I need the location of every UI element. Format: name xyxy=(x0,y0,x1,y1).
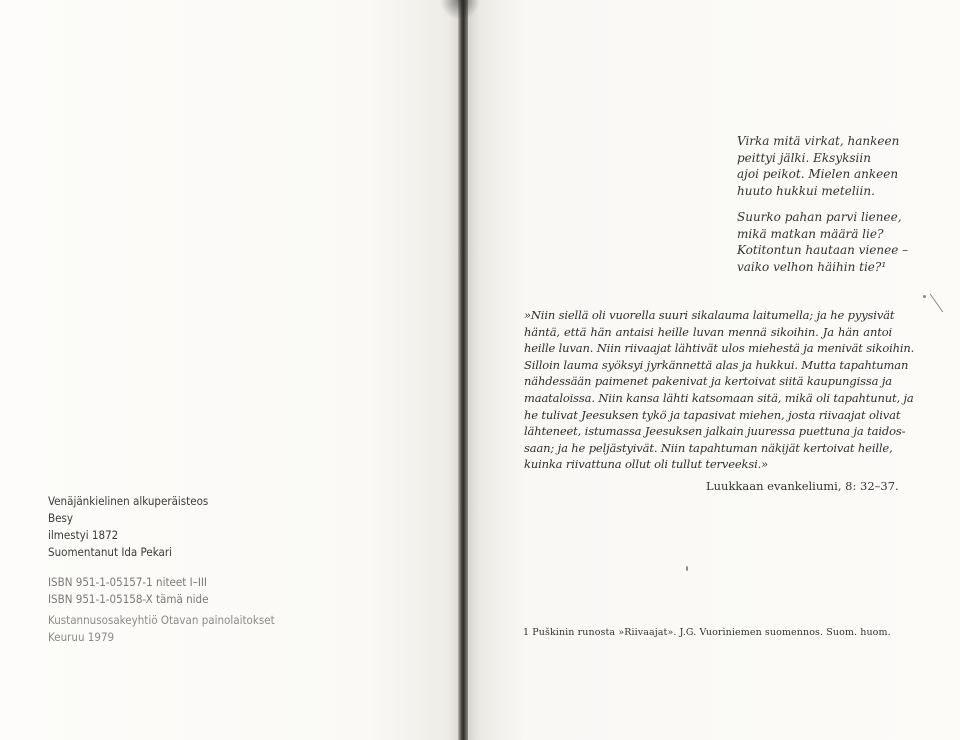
quote-line: saan; ja he peljästyivät. Niin tapahtuman näkijät kertoivat heille, xyxy=(524,440,893,455)
quote-line: Silloin lauma syöksyi jyrkännettä alas ja hukkui. Mutta tapahtuman xyxy=(524,357,909,372)
poem-line: Kotitontun hautaan vienee – xyxy=(737,243,909,257)
paper-speck xyxy=(686,566,688,571)
book-gutter xyxy=(458,0,468,740)
poem-line: ajoi peikot. Mielen ankeen xyxy=(737,167,899,181)
quote-line: nähdessään paimenet pakenivat ja kertoivat siitä kaupungissa ja xyxy=(524,374,892,389)
poem-line: huuto hukkui meteliin. xyxy=(737,183,875,198)
quote-line: heille luvan. Niin riivaajat lähtivät ulos miehestä ja menivät sikoihin. xyxy=(524,341,915,356)
isbn-info xyxy=(48,574,208,608)
left-page xyxy=(0,0,462,740)
printing-place-line: Keuruu 1979 xyxy=(48,630,115,644)
original-work-info xyxy=(48,493,208,561)
paper-speck xyxy=(923,295,926,298)
printer-info xyxy=(48,612,275,646)
bible-quotation xyxy=(524,307,915,473)
printer-line: Kustannusosakeyhtiö Otavan painolaitokset xyxy=(48,613,275,627)
poem-line: peittyi jälki. Eksyksiin xyxy=(737,150,871,165)
poem-line: Suurko pahan parvi lienee, xyxy=(737,210,902,224)
quote-line: lähteneet, istumassa Jeesuksen jalkain juuressa puettuna ja taidos- xyxy=(524,424,906,439)
quote-line: häntä, että hän antaisi heille luvan mennä sikoihin. Ja hän antoi xyxy=(524,324,892,339)
quote-source: Luukkaan evankeliumi, 8: 32–37. xyxy=(706,479,899,493)
quote-line: he tulivat Jeesuksen tykö ja tapasivat miehen, josta riivaajat olivat xyxy=(524,407,901,422)
poem-line: Virka mitä virkat, hankeen xyxy=(737,134,900,148)
gutter-shadow xyxy=(440,0,480,20)
isbn-volume-line: ISBN 951-1-05158-X tämä nide xyxy=(48,592,209,606)
poem-line: mikä matkan määrä lie? xyxy=(737,226,884,241)
quote-line: kuinka riivattuna ollut oli tullut terveeksi.» xyxy=(524,457,769,472)
poem-line: vaiko velhon häihin tie?¹ xyxy=(737,259,887,274)
paper-mark xyxy=(930,294,943,313)
publication-year-line: ilmestyi 1872 xyxy=(48,528,119,542)
quote-line: maataloissa. Niin kansa lähti katsomaan sitä, mikä oli tapahtunut, ja xyxy=(524,390,914,405)
translator-line: Suomentanut Ida Pekari xyxy=(48,545,173,559)
isbn-set-line: ISBN 951-1-05157-1 niteet I–III xyxy=(48,575,207,589)
footnote: 1 Puškinin runosta »Riivaajat». J.G. Vuoriniemen suomennos. Suom. huom. xyxy=(523,627,891,638)
quote-line: »Niin siellä oli vuorella suuri sikalauma laitumella; ja he pyysivät xyxy=(524,308,895,322)
original-title-line: Besy xyxy=(48,511,73,525)
poem-stanza-1 xyxy=(737,133,899,199)
poem-stanza-2 xyxy=(737,209,908,275)
original-language-line: Venäjänkielinen alkuperäisteos xyxy=(48,494,209,508)
